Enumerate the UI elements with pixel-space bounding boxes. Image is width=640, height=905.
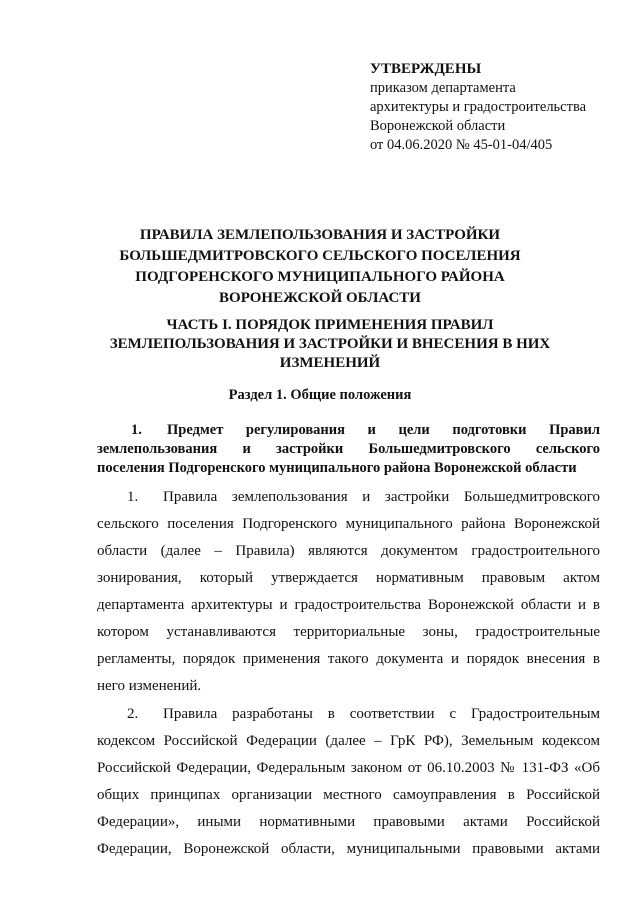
title-line: ПОДГОРЕНСКОГО МУНИЦИПАЛЬНОГО РАЙОНА: [135, 269, 505, 285]
paragraph-1: [97, 484, 600, 700]
approval-title: УТВЕРЖДЕНЫ: [370, 61, 482, 77]
paragraph-line: регламенты, порядок применения такого документа и порядок внесения в: [97, 651, 600, 667]
paragraph-2: [97, 701, 600, 863]
article-heading-line: землепользования и застройки Большедмитровского сельского: [97, 441, 600, 457]
article-heading-line: поселения Подгоренского муниципального района Воронежской области: [97, 460, 577, 476]
part-title-line: ЧАСТЬ I. ПОРЯДОК ПРИМЕНЕНИЯ ПРАВИЛ: [166, 317, 494, 333]
paragraph-line: области (далее – Правила) являются документом градостроительного: [97, 543, 600, 559]
document-title: [100, 225, 540, 309]
paragraph-line: общих принципах организации местного самоуправления в Российской: [97, 787, 600, 803]
paragraph-line: Российской Федерации, Федеральным законом от 06.10.2003 № 131-ФЗ «Об: [97, 760, 600, 776]
approval-line: от 04.06.2020 № 45-01-04/405: [370, 137, 553, 153]
paragraph-line: зонирования, который утверждается нормативным правовым актом: [97, 570, 600, 586]
part-title: [95, 316, 565, 373]
approval-line: приказом департамента: [370, 80, 516, 96]
paragraph-number: 2.: [127, 706, 139, 722]
part-title-line: ИЗМЕНЕНИЙ: [279, 355, 381, 371]
part-title-line: ЗЕМЛЕПОЛЬЗОВАНИЯ И ЗАСТРОЙКИ И ВНЕСЕНИЯ В НИХ: [109, 336, 551, 352]
article-heading-line: 1. Предмет регулирования и цели подготовки Правил: [131, 422, 600, 438]
paragraph-number: 1.: [127, 489, 139, 505]
paragraph-line: 1. Правила землепользования и застройки Большедмитровского: [97, 484, 600, 511]
title-line: ПРАВИЛА ЗЕМЛЕПОЛЬЗОВАНИЯ И ЗАСТРОЙКИ: [139, 227, 501, 243]
approval-stamp: [370, 60, 620, 155]
paragraph-line: него изменений.: [97, 678, 202, 694]
article-heading: [97, 421, 600, 478]
paragraph-line: 2. Правила разработаны в соответствии с Градостроительным: [97, 701, 600, 728]
section-title: Раздел 1. Общие положения: [228, 387, 412, 403]
approval-line: Воронежской области: [370, 118, 506, 134]
paragraph-line: кодексом Российской Федерации (далее – ГрК РФ), Земельным кодексом: [97, 733, 600, 749]
paragraph-line: сельского поселения Подгоренского муниципального района Воронежской: [97, 516, 600, 532]
paragraph-line: департамента архитектуры и градостроительства Воронежской области и в: [97, 597, 600, 613]
article-number: 1.: [131, 422, 142, 438]
title-line: ВОРОНЕЖСКОЙ ОБЛАСТИ: [219, 290, 421, 306]
approval-line: архитектуры и градостроительства: [370, 99, 587, 115]
title-line: БОЛЬШЕДМИТРОВСКОГО СЕЛЬСКОГО ПОСЕЛЕНИЯ: [119, 248, 521, 264]
paragraph-line: Федерации», иными нормативными правовыми актами Российской: [97, 814, 600, 830]
paragraph-line: Федерации, Воронежской области, муниципальными правовыми актами: [97, 841, 600, 857]
paragraph-line: котором устанавливаются территориальные зоны, градостроительные: [97, 624, 600, 640]
